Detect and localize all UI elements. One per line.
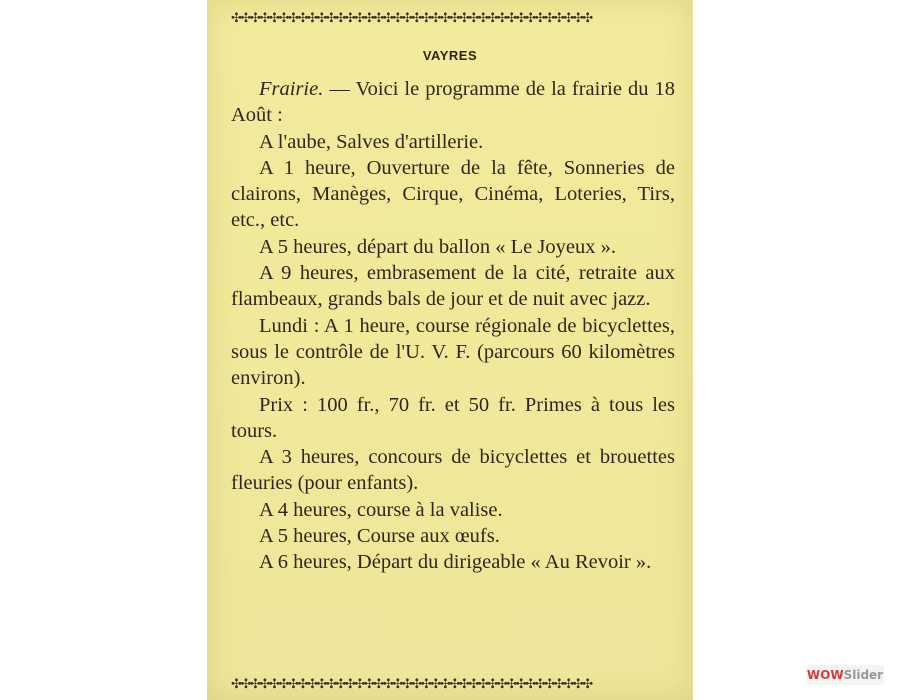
bottom-ornament-border: ✣✣✣✣✣✣✣✣✣✣✣✣✣✣✣✣✣✣✣✣✣✣✣✣✣✣✣✣✣✣✣✣✣✣✣✣✣✣: [231, 678, 592, 692]
article-paragraph: A 5 heures, départ du ballon « Le Joyeux ».: [259, 235, 616, 258]
article-paragraph: A 9 heures, embrasement de la cité, retraite aux flambeaux, grands bals de jour et de nuit avec jazz.: [231, 262, 675, 311]
article-paragraph: A 6 heures, Départ du dirigeable « Au Revoir ».: [259, 551, 652, 574]
newspaper-clipping: [207, 0, 693, 700]
article-paragraph: A 5 heures, Course aux œufs.: [259, 525, 500, 548]
article-paragraph: Frairie. — Voici le programme de la frairie du 18 Août :: [231, 78, 675, 127]
wowslider-watermark[interactable]: WOWSlider: [806, 665, 884, 685]
article-paragraph: Lundi : A 1 heure, course régionale de bicyclettes, sous le contrôle de l'U. V. F. (parcours 60 kilomètres environ).: [231, 314, 675, 390]
article-paragraph: Prix : 100 fr., 70 fr. et 50 fr. Primes à tous les tours.: [231, 393, 675, 442]
article-heading: VAYRES: [422, 48, 478, 63]
article-paragraph: A l'aube, Salves d'artillerie.: [259, 130, 484, 153]
article-paragraph: A 1 heure, Ouverture de la fête, Sonneries de clairons, Manèges, Cirque, Cinéma, Loteries, Tirs, etc., etc.: [231, 156, 675, 232]
top-ornament-border: ✣✣✣✣✣✣✣✣✣✣✣✣✣✣✣✣✣✣✣✣✣✣✣✣✣✣✣✣✣✣✣✣✣✣✣✣✣✣: [231, 12, 592, 26]
article-lead: Frairie.: [259, 78, 324, 100]
article-paragraph: A 3 heures, concours de bicyclettes et brouettes fleuries (pour enfants).: [231, 446, 675, 495]
article-paragraph: A 4 heures, course à la valise.: [259, 498, 503, 521]
article-body: [231, 76, 675, 576]
